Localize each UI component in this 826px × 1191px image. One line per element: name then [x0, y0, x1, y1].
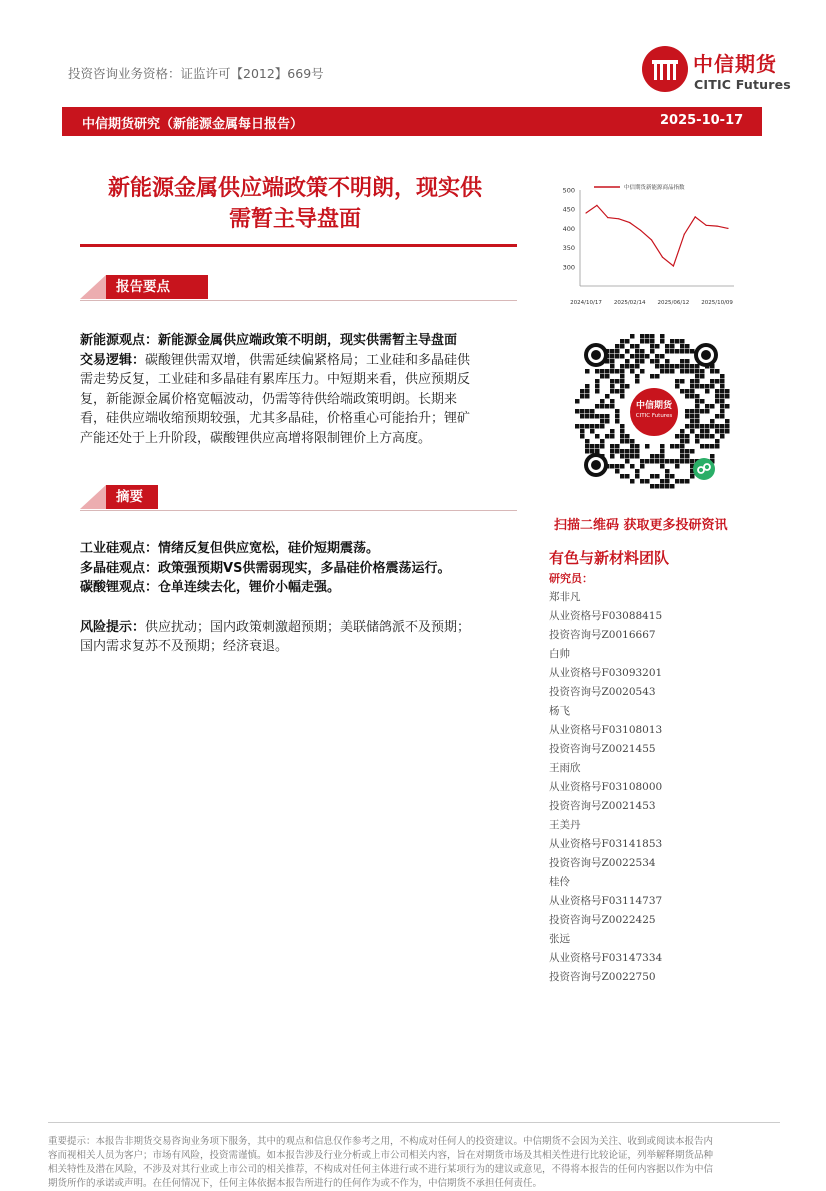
data-point: [727, 228, 728, 229]
data-point: [684, 234, 685, 235]
new-energy-view: [80, 331, 520, 351]
analyst-consult-id: 投资咨询号Z0022750: [549, 971, 656, 983]
risk-warning-line-1: 风险提示：供应扰动；国内政策刺激超预期；美联储鸽派不及预期；: [80, 619, 471, 635]
report-series-title: 中信期货研究（新能源金属每日报告）: [82, 117, 304, 132]
summary-body: [80, 539, 520, 657]
disclaimer-line: 相关特性及潜在风险，不涉及对其行业或上市公司的相关推荐，不构成对任何主体进行或不进行某项行为的建议或意见，不得将本报告的任何内容据以作为中信: [48, 1164, 714, 1175]
trading-logic-line-4: 看，硅供应端收缩预期较强，尤其多晶硅，价格重心可能抬升；锂矿: [80, 411, 471, 426]
analyst-name: 王美丹: [549, 819, 581, 831]
qr-logo-en: CITIC Futures: [635, 413, 673, 419]
analyst-name: 郑非凡: [549, 591, 581, 603]
series-line: [586, 205, 728, 266]
polysilicon-view: 多晶硅观点：政策强预期VS供需弱现实，多晶硅价格震荡运行。: [80, 560, 451, 576]
footer-divider: [48, 1122, 780, 1123]
qr-caption: 扫描二维码 获取更多投研资讯: [554, 518, 728, 533]
x-tick-label: 2024/10/17: [570, 300, 602, 306]
qualification-text: 投资咨询业务资格：证监许可【2012】669号: [68, 66, 324, 81]
section-divider: [80, 510, 517, 511]
trading-logic-line-3: 复，新能源金属价格宽幅波动，仍需等待供给端政策明朗。长期来: [80, 391, 458, 407]
index-chart: [556, 178, 756, 313]
logo-english-name: CITIC Futures: [694, 77, 791, 92]
new-energy-view-label: 新能源观点：: [80, 333, 159, 348]
analyst-consult-id: 投资咨询号Z0022534: [549, 857, 656, 869]
data-point: [673, 265, 674, 266]
analyst-consult-id: 投资咨询号Z0021453: [549, 800, 656, 812]
data-point: [618, 218, 619, 219]
x-tick-label: 2025/10/09: [701, 300, 733, 306]
data-point: [706, 225, 707, 226]
qr-center-logo: [627, 385, 681, 439]
y-tick-label: 400: [562, 224, 575, 233]
data-point: [629, 222, 630, 223]
citic-logo-icon: [642, 46, 688, 92]
qr-code[interactable]: [566, 325, 736, 510]
analyst-qualification: 从业资格号F03147334: [549, 952, 663, 964]
key-points-body: [80, 331, 520, 448]
section-title-summary: 摘要: [106, 485, 158, 509]
qr-logo-cn: 中信期货: [635, 401, 672, 411]
analyst-name: 桂伶: [549, 876, 570, 888]
lithium-carbonate-view: 碳酸锂观点：仓单连续去化，锂价小幅走强。: [80, 580, 341, 595]
data-point: [596, 205, 597, 206]
team-name: 有色与新材料团队: [549, 549, 670, 567]
disclaimer-line: 期货所作的承诺或声明。在任何情况下，任何主体依据本报告所进行的任何作为或不作为，中信期货不承担任何责任。: [48, 1178, 543, 1189]
analyst-consult-id: 投资咨询号Z0021455: [549, 743, 656, 755]
x-tick-label: 2025/06/12: [657, 300, 690, 306]
section-title-key-points: 报告要点: [106, 275, 208, 299]
disclaimer-line: 重要提示：本报告非期货交易咨询业务项下服务，其中的观点和信息仅作参考之用，不构成对任何人的投资建议。中信期货不会因为关注、收到或阅读本报告内: [48, 1136, 714, 1147]
new-energy-view-text: 新能源金属供应端政策不明朗，现实供需暂主导盘面: [158, 333, 458, 348]
mini-program-icon: [693, 458, 715, 480]
data-point: [640, 230, 641, 231]
data-point: [662, 257, 663, 258]
risk-warning-label: 风险提示：: [80, 619, 146, 635]
report-title-line-1: 新能源金属供应端政策不明朗，现实供: [107, 176, 482, 201]
section-divider: [80, 300, 517, 301]
analyst-qualification: 从业资格号F03088415: [549, 610, 663, 622]
silicon-view: 工业硅观点：情绪反复但供应宽松，硅价短期震荡。: [80, 541, 380, 556]
y-tick-label: 350: [562, 244, 575, 253]
x-tick-label: 2025/02/14: [613, 300, 646, 306]
data-point: [607, 217, 608, 218]
analyst-qualification: 从业资格号F03108013: [549, 724, 663, 736]
report-title-line-2: 需暂主导盘面: [228, 207, 361, 232]
y-tick-label: 500: [562, 186, 575, 195]
data-point: [716, 225, 717, 226]
data-point: [651, 239, 652, 240]
risk-warning-line-2: 国内需求复苏不及预期；经济衰退。: [80, 639, 289, 654]
trading-logic-line-2: 需走势反复，工业硅和多晶硅有累库压力。中短期来看，供应预期反: [80, 372, 471, 387]
analyst-qualification: 从业资格号F03141853: [549, 838, 663, 850]
report-date: 2025-10-17: [660, 113, 744, 128]
analyst-qualification: 从业资格号F03108000: [549, 781, 663, 793]
researcher-label: 研究员：: [549, 572, 593, 585]
trading-logic-line-5: 产能还处于上升阶段，碳酸锂供应高增将限制锂价上方高度。: [80, 430, 432, 446]
trading-logic-label: 交易逻辑：: [80, 352, 146, 368]
analyst-qualification: 从业资格号F03114737: [549, 895, 663, 907]
data-point: [585, 212, 586, 213]
y-tick-label: 450: [562, 205, 575, 214]
analyst-list: [549, 588, 662, 987]
analyst-name: 白帅: [549, 648, 570, 660]
analyst-consult-id: 投资咨询号Z0016667: [549, 629, 656, 641]
y-tick-label: 300: [562, 263, 575, 272]
legend-label: 中信期货新能源商品指数: [624, 185, 685, 191]
title-divider: [80, 244, 517, 247]
data-point: [695, 216, 696, 217]
report-title: [70, 173, 520, 235]
logo-chinese-name: 中信期货: [693, 52, 777, 76]
analyst-name: 王雨欣: [549, 762, 581, 774]
analyst-consult-id: 投资咨询号Z0020543: [549, 686, 656, 698]
analyst-consult-id: 投资咨询号Z0022425: [549, 914, 656, 926]
analyst-qualification: 从业资格号F03093201: [549, 667, 663, 679]
analyst-name: 杨飞: [549, 705, 570, 717]
index-chart-svg: [556, 178, 756, 313]
disclaimer: [48, 1135, 783, 1191]
analyst-name: 张远: [549, 933, 570, 945]
trading-logic-line-1: 交易逻辑：碳酸锂供需双增，供需延续偏紧格局；工业硅和多晶硅供: [80, 352, 471, 368]
disclaimer-line: 容而视相关人员为客户；市场有风险，投资需谨慎。如本报告涉及行业分析或上市公司相关内容，旨在对期货市场及其相关性进行比较论证，列举解释期货品种: [48, 1150, 714, 1161]
